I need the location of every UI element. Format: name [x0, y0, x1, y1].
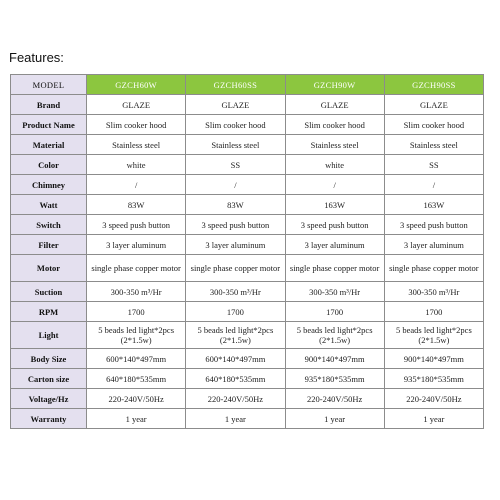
- row-label: Suction: [11, 282, 87, 302]
- table-cell: Stainless steel: [285, 135, 384, 155]
- table-row: [11, 195, 484, 215]
- table-row: [11, 322, 484, 349]
- table-cell: 5 beads led light*2pcs (2*1.5w): [285, 322, 384, 349]
- table-row: [11, 215, 484, 235]
- table-cell: Stainless steel: [384, 135, 483, 155]
- table-cell: 220-240V/50Hz: [285, 389, 384, 409]
- table-row: [11, 389, 484, 409]
- table-cell: 1700: [384, 302, 483, 322]
- table-cell: single phase copper motor: [384, 255, 483, 282]
- row-label: Watt: [11, 195, 87, 215]
- row-label: Motor: [11, 255, 87, 282]
- table-row: [11, 135, 484, 155]
- spec-table: [10, 74, 484, 429]
- table-cell: 300-350 m³/Hr: [87, 282, 186, 302]
- table-cell: /: [384, 175, 483, 195]
- table-cell: 935*180*535mm: [384, 369, 483, 389]
- table-cell: 640*180*535mm: [87, 369, 186, 389]
- table-cell: single phase copper motor: [186, 255, 285, 282]
- row-label: Color: [11, 155, 87, 175]
- table-cell: Slim cooker hood: [87, 115, 186, 135]
- table-cell: 220-240V/50Hz: [186, 389, 285, 409]
- table-row: [11, 155, 484, 175]
- table-cell: /: [87, 175, 186, 195]
- model-column-header: GZCH90W: [285, 75, 384, 95]
- features-heading: Features:: [9, 50, 64, 65]
- row-label: Body Size: [11, 349, 87, 369]
- table-cell: 5 beads led light*2pcs (2*1.5w): [384, 322, 483, 349]
- table-cell: 3 speed push button: [384, 215, 483, 235]
- table-cell: Slim cooker hood: [285, 115, 384, 135]
- table-cell: 83W: [186, 195, 285, 215]
- table-cell: 900*140*497mm: [285, 349, 384, 369]
- table-cell: 300-350 m³/Hr: [384, 282, 483, 302]
- row-label: Material: [11, 135, 87, 155]
- table-cell: 3 layer aluminum: [87, 235, 186, 255]
- table-cell: 1700: [87, 302, 186, 322]
- table-cell: 220-240V/50Hz: [384, 389, 483, 409]
- table-cell: /: [186, 175, 285, 195]
- table-cell: 3 speed push button: [285, 215, 384, 235]
- table-row: [11, 349, 484, 369]
- row-label: Chimney: [11, 175, 87, 195]
- table-cell: 300-350 m³/Hr: [285, 282, 384, 302]
- table-cell: GLAZE: [87, 95, 186, 115]
- table-cell: 3 speed push button: [186, 215, 285, 235]
- table-cell: single phase copper motor: [87, 255, 186, 282]
- table-cell: SS: [186, 155, 285, 175]
- table-cell: 935*180*535mm: [285, 369, 384, 389]
- table-cell: white: [285, 155, 384, 175]
- table-cell: 1 year: [285, 409, 384, 429]
- table-cell: 600*140*497mm: [186, 349, 285, 369]
- table-row: [11, 282, 484, 302]
- table-cell: Stainless steel: [186, 135, 285, 155]
- table-cell: Slim cooker hood: [384, 115, 483, 135]
- table-cell: 3 layer aluminum: [285, 235, 384, 255]
- model-header-cell: MODEL: [11, 75, 87, 95]
- row-label: Carton size: [11, 369, 87, 389]
- table-row: [11, 235, 484, 255]
- model-column-header: GZCH60W: [87, 75, 186, 95]
- table-cell: 163W: [285, 195, 384, 215]
- table-cell: 3 layer aluminum: [186, 235, 285, 255]
- table-cell: 3 speed push button: [87, 215, 186, 235]
- table-row: [11, 95, 484, 115]
- table-cell: GLAZE: [186, 95, 285, 115]
- table-cell: 220-240V/50Hz: [87, 389, 186, 409]
- table-row: [11, 115, 484, 135]
- table-cell: 5 beads led light*2pcs (2*1.5w): [87, 322, 186, 349]
- table-row: [11, 255, 484, 282]
- table-cell: Stainless steel: [87, 135, 186, 155]
- row-label: Switch: [11, 215, 87, 235]
- table-cell: 83W: [87, 195, 186, 215]
- table-row: [11, 409, 484, 429]
- table-cell: 640*180*535mm: [186, 369, 285, 389]
- row-label: RPM: [11, 302, 87, 322]
- table-row: [11, 302, 484, 322]
- table-cell: 1 year: [186, 409, 285, 429]
- row-label: Brand: [11, 95, 87, 115]
- table-cell: single phase copper motor: [285, 255, 384, 282]
- table-cell: 5 beads led light*2pcs (2*1.5w): [186, 322, 285, 349]
- table-cell: 1 year: [87, 409, 186, 429]
- table-row: [11, 175, 484, 195]
- model-column-header: GZCH90SS: [384, 75, 483, 95]
- table-cell: 1700: [186, 302, 285, 322]
- row-label: Light: [11, 322, 87, 349]
- table-row: [11, 369, 484, 389]
- table-cell: 163W: [384, 195, 483, 215]
- row-label: Warranty: [11, 409, 87, 429]
- table-cell: GLAZE: [285, 95, 384, 115]
- table-cell: 1700: [285, 302, 384, 322]
- table-cell: GLAZE: [384, 95, 483, 115]
- table-cell: SS: [384, 155, 483, 175]
- table-cell: 600*140*497mm: [87, 349, 186, 369]
- model-column-header: GZCH60SS: [186, 75, 285, 95]
- table-cell: 900*140*497mm: [384, 349, 483, 369]
- table-cell: 300-350 m³/Hr: [186, 282, 285, 302]
- table-cell: /: [285, 175, 384, 195]
- table-cell: 3 layer aluminum: [384, 235, 483, 255]
- row-label: Filter: [11, 235, 87, 255]
- table-cell: white: [87, 155, 186, 175]
- row-label: Product Name: [11, 115, 87, 135]
- table-cell: 1 year: [384, 409, 483, 429]
- table-cell: Slim cooker hood: [186, 115, 285, 135]
- row-label: Voltage/Hz: [11, 389, 87, 409]
